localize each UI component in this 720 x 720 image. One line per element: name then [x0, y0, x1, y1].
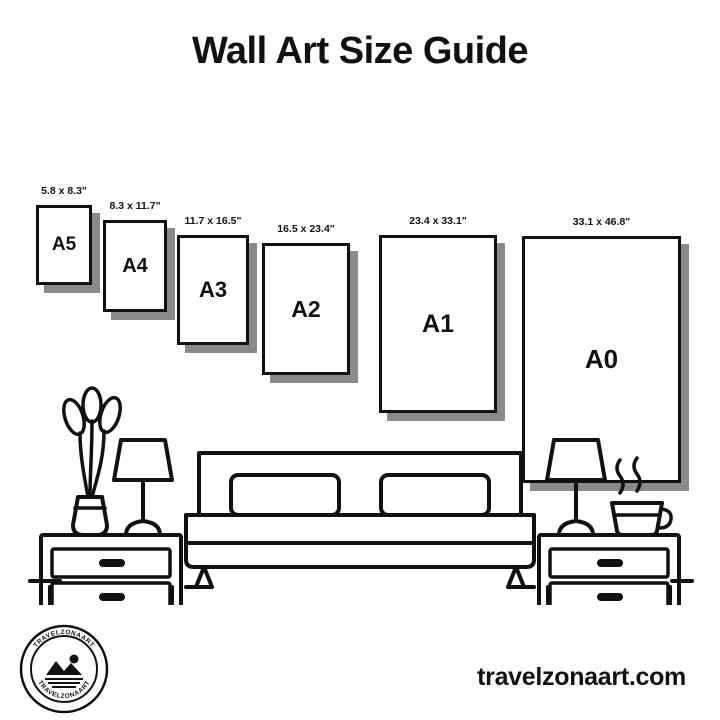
- vase-with-flowers: [60, 388, 124, 535]
- frame-a0-label: A0: [584, 344, 619, 374]
- coffee-cup: [612, 458, 671, 535]
- frame-a3: [177, 215, 249, 345]
- frame-a2-dimensions: 16.5 x 23.4": [277, 223, 335, 235]
- frame-a2-box: [262, 243, 350, 375]
- page-title: Wall Art Size Guide: [191, 30, 529, 72]
- brand-logo: [18, 623, 110, 715]
- mountain-icon: [45, 655, 83, 688]
- frame-a2: [262, 223, 350, 375]
- frame-a2-label: A2: [291, 295, 321, 322]
- bedroom-scene: [0, 375, 720, 605]
- table-lamp-left: [114, 440, 172, 535]
- frame-a4-dimensions: 8.3 x 11.7": [109, 200, 161, 212]
- frame-a5: [36, 185, 92, 285]
- frame-a1-label: A1: [422, 309, 454, 338]
- pillow-left: [231, 475, 339, 515]
- frame-a3-box: [177, 235, 249, 345]
- frame-a3-dimensions: 11.7 x 16.5": [184, 215, 242, 227]
- frame-a3-label: A3: [198, 277, 228, 302]
- frame-a5-dimensions: 5.8 x 8.3": [41, 185, 87, 197]
- frame-a4-label: A4: [122, 254, 148, 277]
- frame-a5-label: A5: [51, 234, 77, 255]
- size-chart: [0, 105, 720, 400]
- footer: [0, 605, 720, 720]
- nightstand-left: [41, 535, 181, 605]
- frame-a4: [103, 200, 167, 312]
- pillow-right: [381, 475, 489, 515]
- bed-with-headboard: [186, 453, 534, 587]
- frame-a1-dimensions: 23.4 x 33.1": [409, 215, 467, 227]
- frame-a4-box: [103, 220, 167, 312]
- logo-text-top: TRAVELZONAART: [32, 628, 96, 650]
- table-lamp-right: [547, 440, 605, 535]
- website-url: travelzonaart.com: [477, 663, 686, 691]
- frame-a0-dimensions: 33.1 x 46.8": [572, 216, 631, 228]
- nightstand-right: [539, 535, 679, 605]
- frame-a5-box: [36, 205, 92, 285]
- logo-text-bottom: TRAVELZONAART: [36, 679, 92, 701]
